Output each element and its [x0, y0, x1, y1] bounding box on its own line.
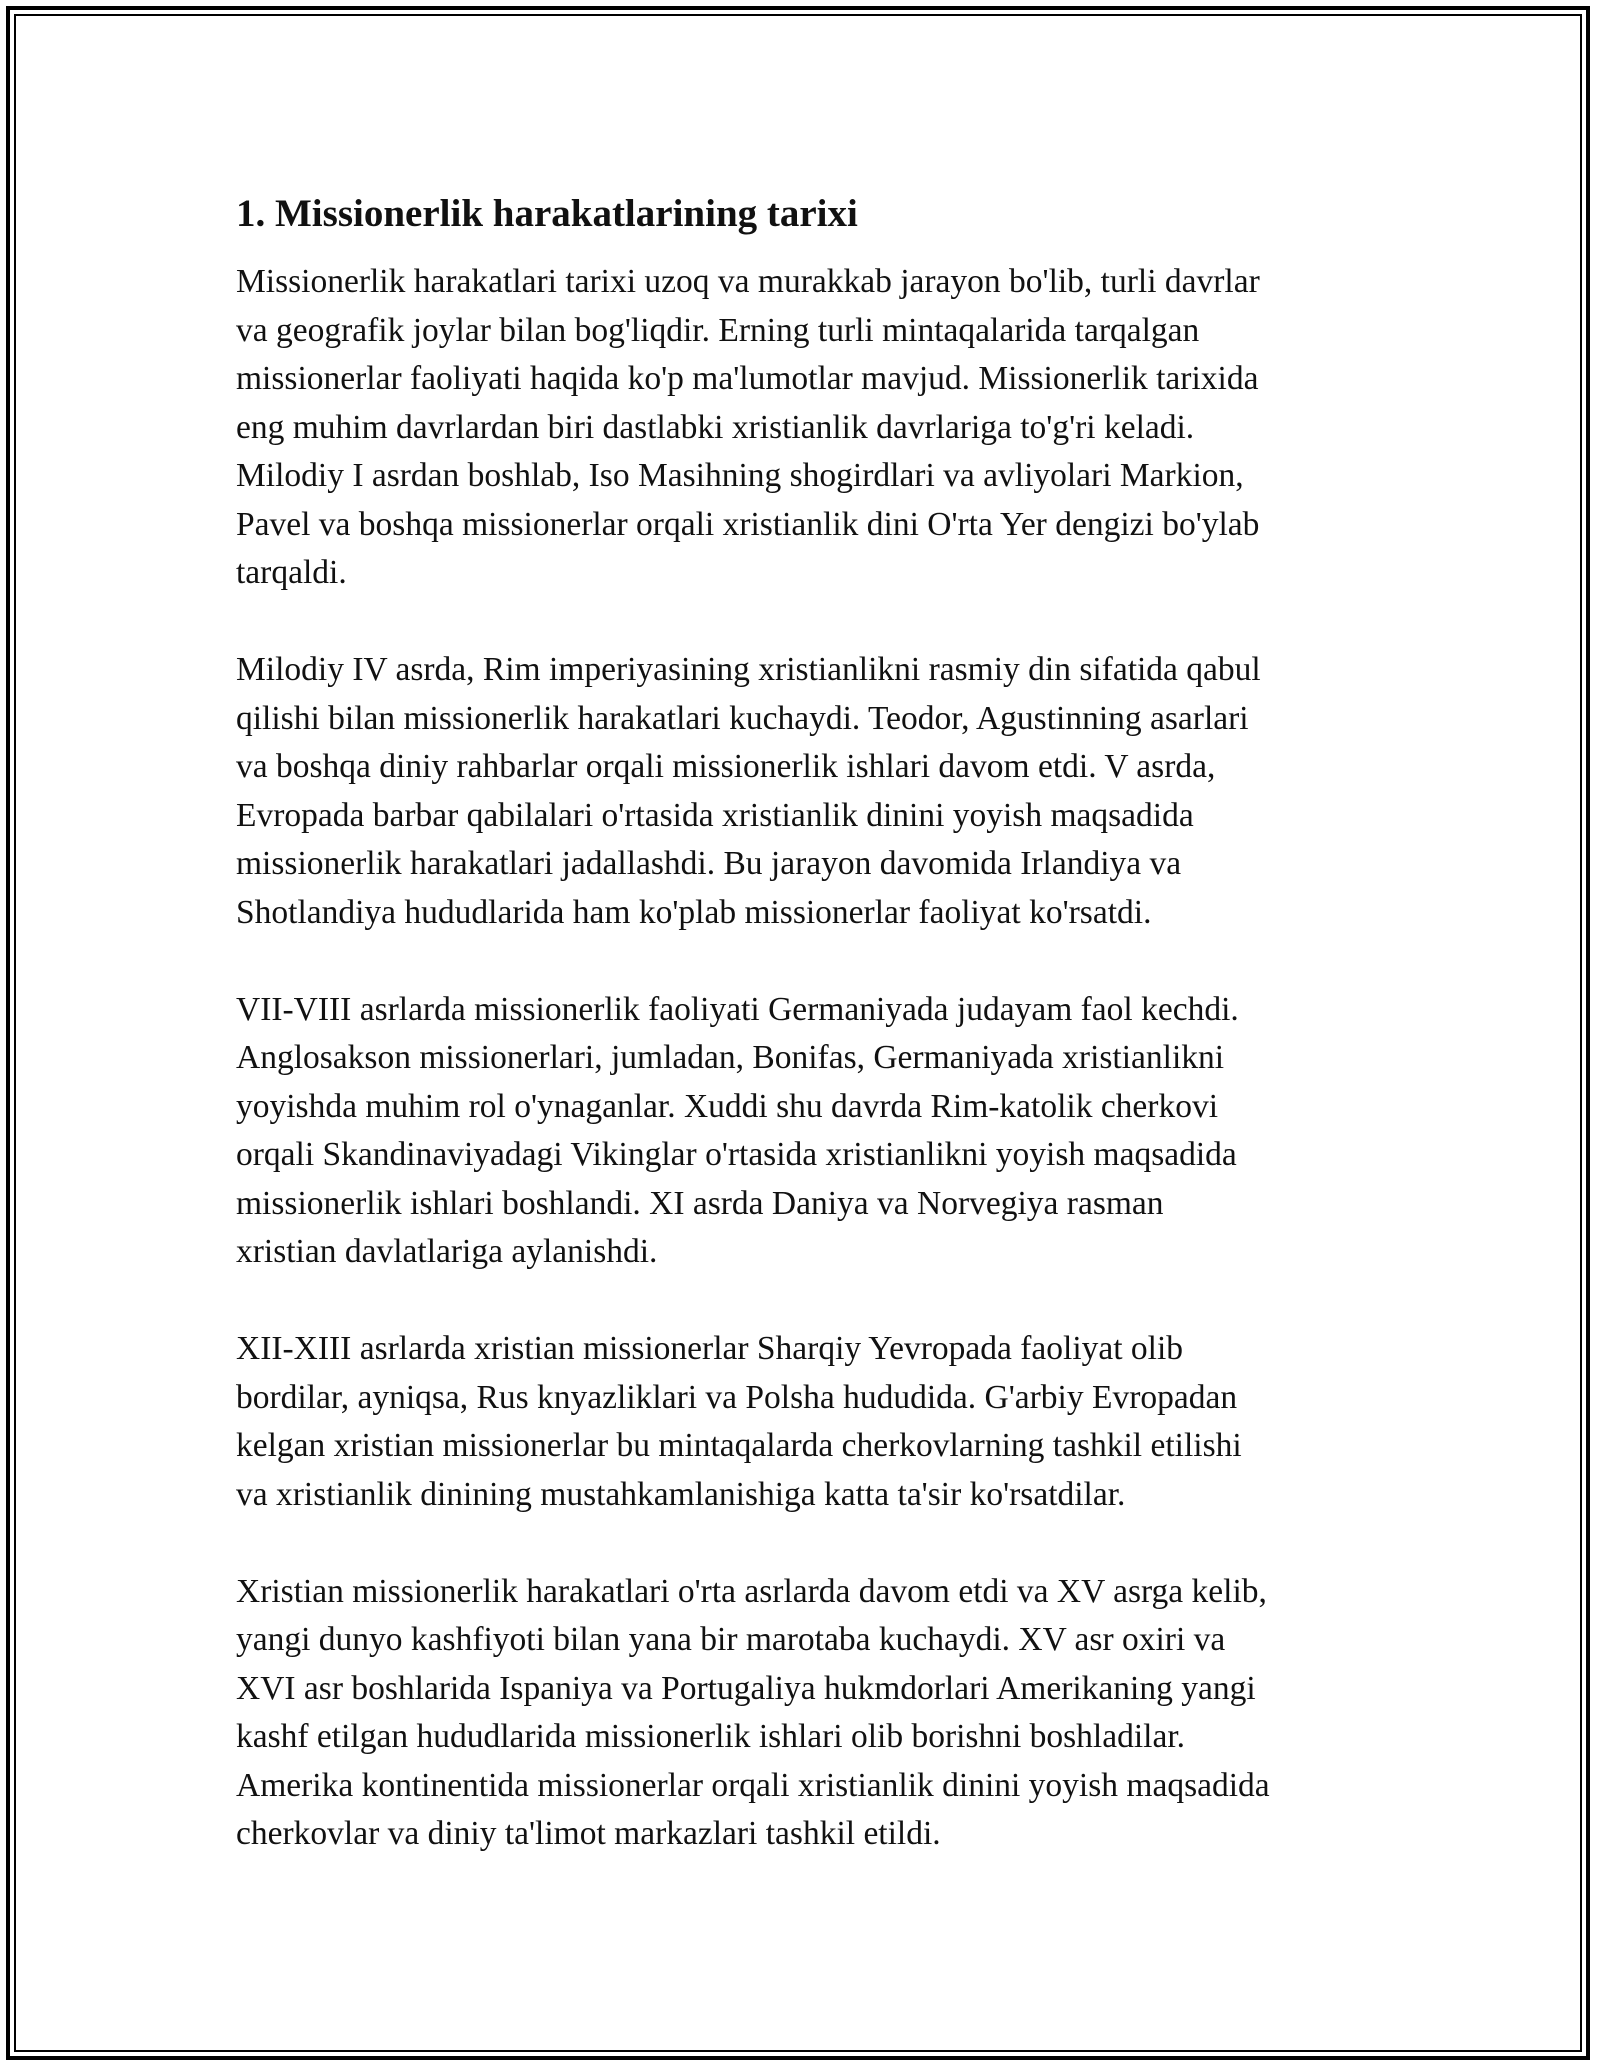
- text-line: tarqaldi.: [236, 554, 347, 591]
- text-line: Amerika kontinentida missionerlar orqali xristianlik dinini yoyish maqsadida: [236, 1766, 1270, 1804]
- text-line: XII-XIII asrlarda xristian missionerlar Sharqiy Yevropada faoliyat olib: [236, 1330, 1184, 1367]
- text-line: missionerlar faoliyati haqida ko'p ma'lumotlar mavjud. Missionerlik tarixida: [236, 360, 1259, 397]
- text-line: Shotlandiya hududlarida ham ko'plab missionerlar faoliyat ko'rsatdi.: [236, 893, 1152, 931]
- text-line: Missionerlik harakatlari tarixi uzoq va murakkab jarayon bo'lib, turli davrlar: [236, 263, 1260, 300]
- text-line: yoyishda muhim rol o'ynaganlar. Xuddi shu davrda Rim-katolik cherkovi: [236, 1087, 1219, 1125]
- text-line: Evropada barbar qabilalari o'rtasida xristianlik dinini yoyish maqsadida: [236, 796, 1194, 834]
- text-line: yangi dunyo kashfiyoti bilan yana bir marotaba kuchaydi. XV asr oxiri va: [236, 1621, 1226, 1658]
- text-line: va boshqa diniy rahbarlar orqali missionerlik ishlari davom etdi. V asrda,: [236, 748, 1216, 785]
- text-line: Milodiy I asrdan boshlab, Iso Masihning shogirdlari va avliyolari Markion,: [236, 457, 1244, 494]
- text-line: missionerlik ishlari boshlandi. XI asrda Daniya va Norvegiya rasman: [236, 1184, 1164, 1222]
- text-line: qilishi bilan missionerlik harakatlari kuchaydi. Teodor, Agustinning asarlari: [236, 699, 1249, 737]
- section-title: 1. Missionerlik harakatlarining tarixi: [236, 192, 858, 235]
- paragraph-1: [236, 258, 1396, 598]
- text-line: Milodiy IV asrda, Rim imperiyasining xristianlikni rasmiy din sifatida qabul: [236, 651, 1261, 688]
- text-line: xristian davlatlariga aylanishdi.: [236, 1233, 658, 1270]
- text-line: missionerlik harakatlari jadallashdi. Bu jarayon davomida Irlandiya va: [236, 845, 1182, 882]
- text-line: kashf etilgan hududlarida missionerlik ishlari olib borishni boshladilar.: [236, 1718, 1186, 1755]
- text-line: eng muhim davrlardan biri dastlabki xristianlik davrlariga to'g'ri keladi.: [236, 408, 1195, 446]
- paragraph-4: [236, 1325, 1396, 1519]
- text-line: cherkovlar va diniy ta'limot markazlari tashkil etildi.: [236, 1815, 941, 1852]
- paragraph-3: [236, 986, 1396, 1277]
- text-line: kelgan xristian missionerlar bu mintaqalarda cherkovlarning tashkil etilishi: [236, 1427, 1242, 1464]
- text-line: bordilar, ayniqsa, Rus knyazliklari va Polsha hududida. G'arbiy Evropadan: [236, 1378, 1238, 1416]
- paragraph-spacer: [236, 1519, 1396, 1568]
- text-line: va geografik joylar bilan bog'liqdir. Erning turli mintaqalarida tarqalgan: [236, 311, 1200, 349]
- paragraph-spacer: [236, 1277, 1396, 1326]
- text-line: Pavel va boshqa missionerlar orqali xristianlik dini O'rta Yer dengizi bo'ylab: [236, 505, 1260, 543]
- paragraph-spacer: [236, 937, 1396, 986]
- paragraph-5: [236, 1568, 1396, 1859]
- document-body: [236, 188, 1396, 1859]
- text-line: VII-VIII asrlarda missionerlik faoliyati Germaniyada judayam faol kechdi.: [236, 990, 1239, 1028]
- text-line: va xristianlik dinining mustahkamlanishiga katta ta'sir ko'rsatdilar.: [236, 1475, 1126, 1513]
- text-line: XVI asr boshlarida Ispaniya va Portugaliya hukmdorlari Amerikaning yangi: [236, 1669, 1256, 1707]
- text-line: Xristian missionerlik harakatlari o'rta asrlarda davom etdi va XV asrga kelib,: [236, 1572, 1267, 1610]
- text-line: Anglosakson missionerlari, jumladan, Bonifas, Germaniyada xristianlikni: [236, 1039, 1225, 1076]
- paragraph-2: [236, 646, 1396, 937]
- text-line: orqali Skandinaviyadagi Vikinglar o'rtasida xristianlikni yoyish maqsadida: [236, 1136, 1237, 1173]
- paragraph-spacer: [236, 598, 1396, 647]
